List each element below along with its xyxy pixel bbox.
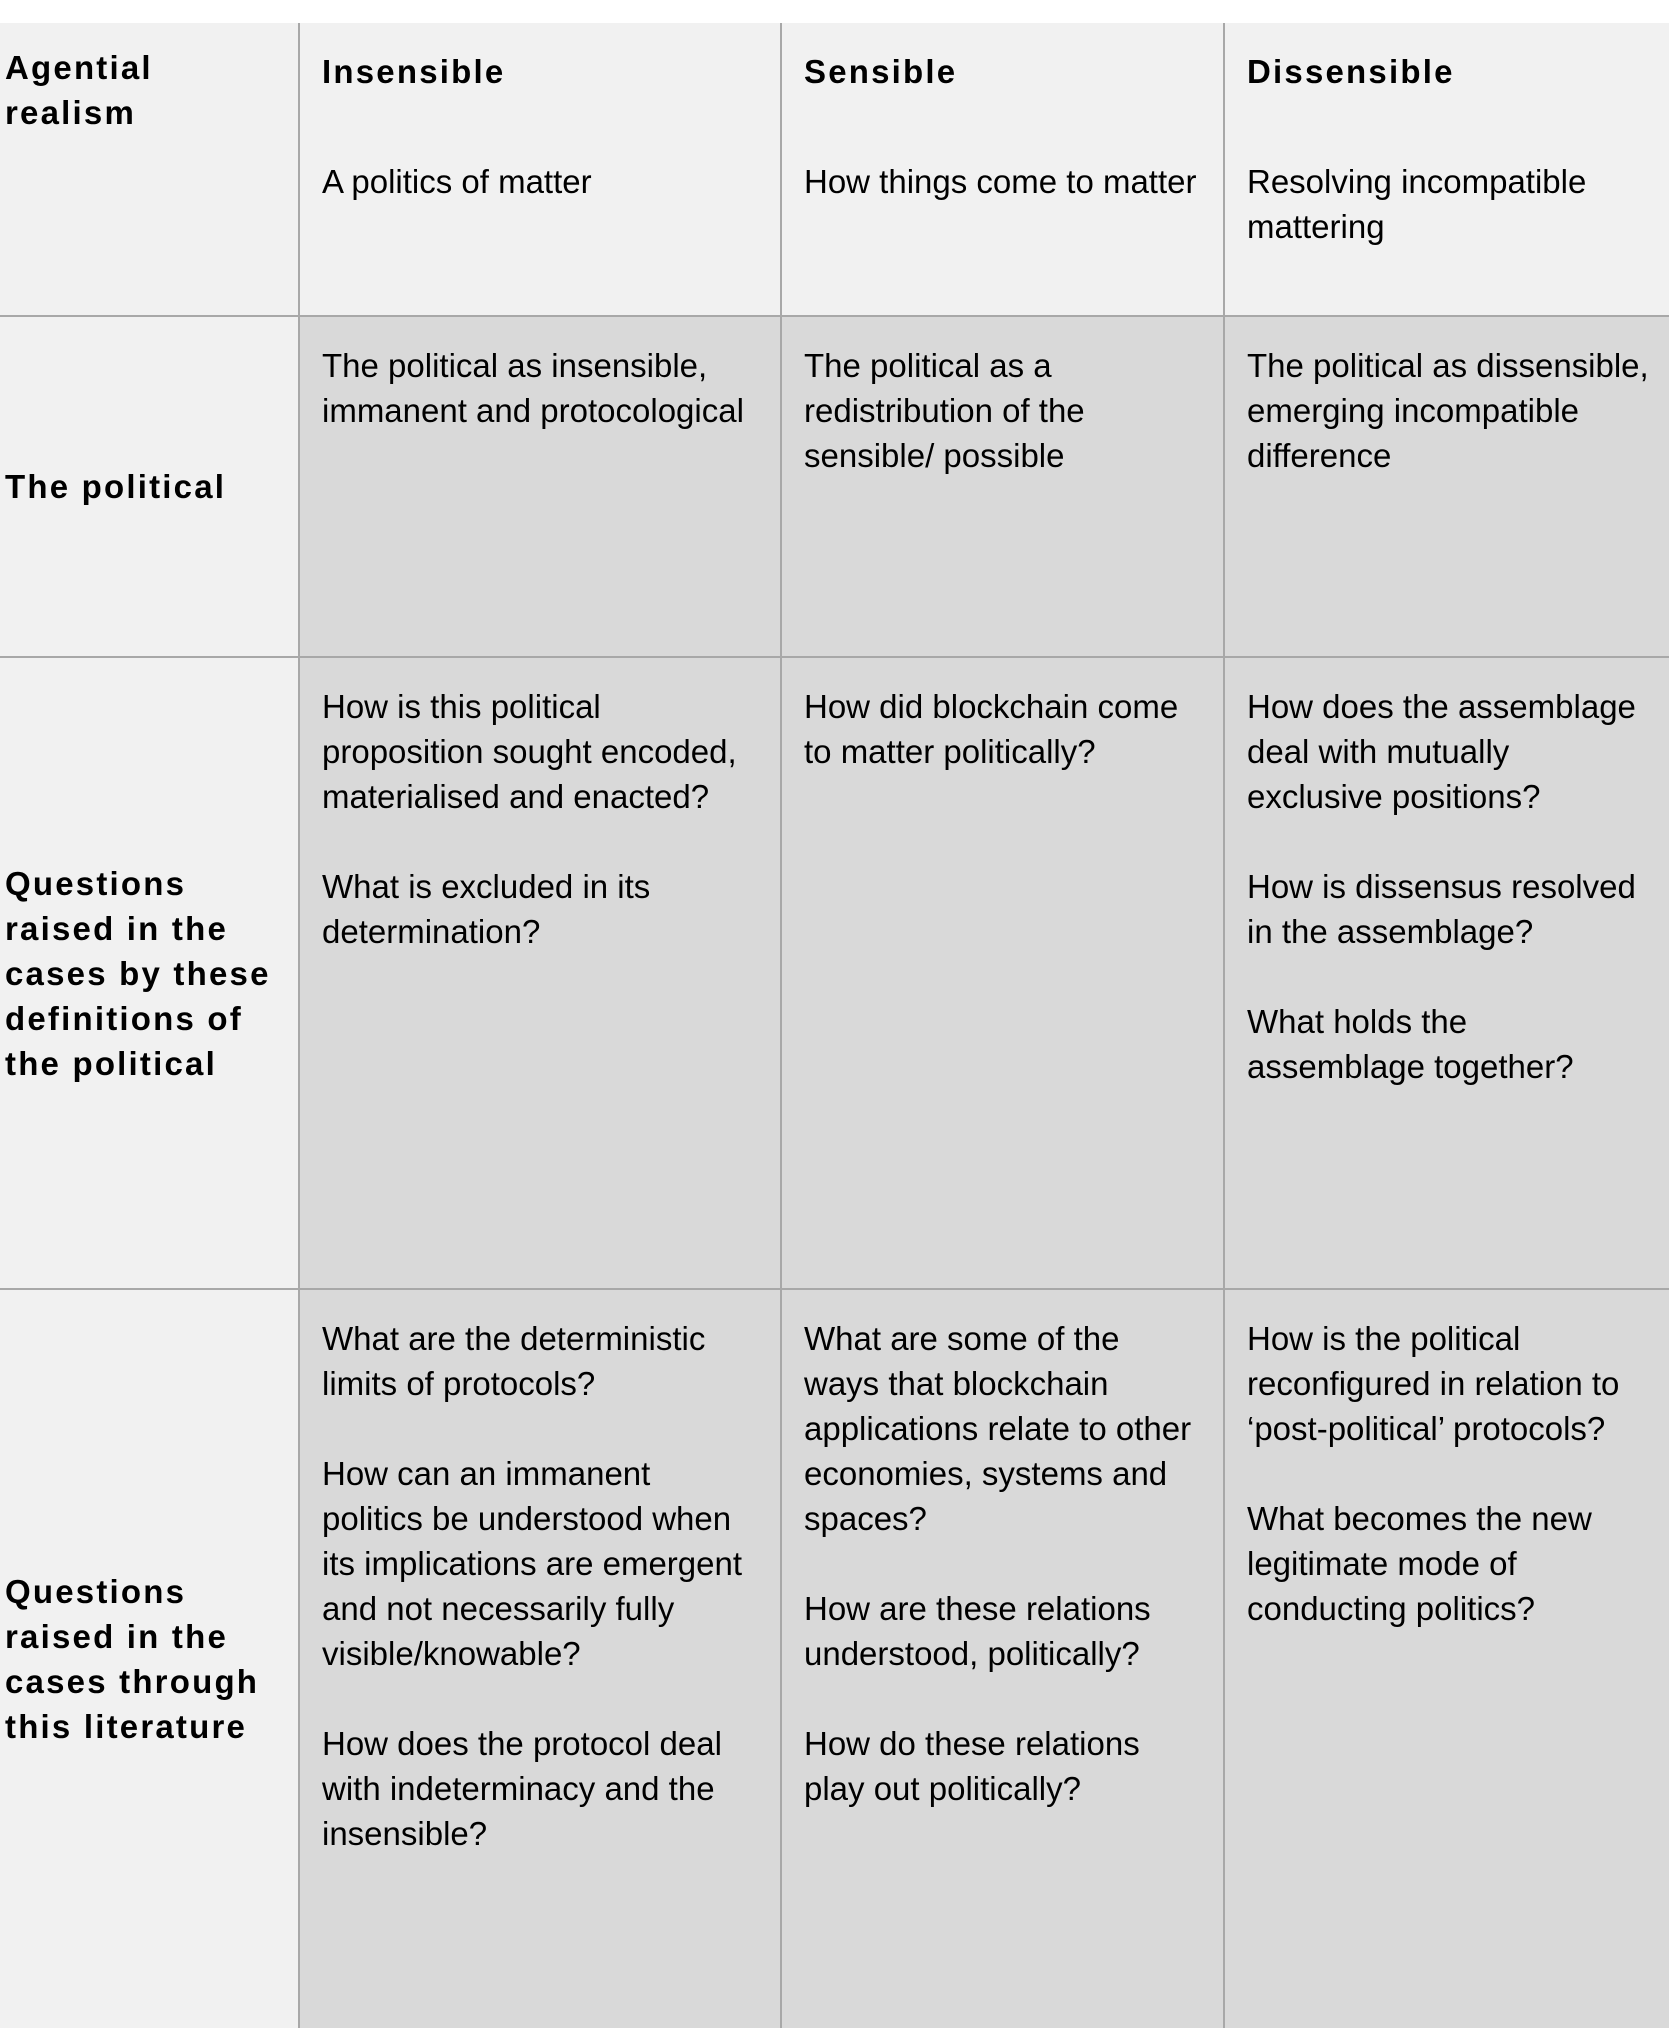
row-label: Questions raised in the cases through this literature — [5, 1573, 260, 1745]
cell-text: How can an immanent politics be understood when its implications are emergent and not necessarily fully visible/knowable? — [322, 1455, 743, 1672]
cell-text: The political as a redistribution of the sensible/ possible — [804, 347, 1085, 474]
column-title: Dissensible — [1247, 53, 1455, 90]
column-header-sensible — [782, 23, 1225, 317]
table-cell — [300, 658, 782, 1290]
cell-text: How do these relations play out politically? — [804, 1725, 1140, 1807]
table-cell — [782, 1290, 1225, 2028]
column-title: Sensible — [804, 53, 958, 90]
cell-text: The political as insensible, immanent and protocological — [322, 347, 744, 429]
column-subtitle: How things come to matter — [804, 163, 1197, 200]
table-cell — [1225, 317, 1669, 658]
table-cell — [1225, 658, 1669, 1290]
column-header-dissensible — [1225, 23, 1669, 317]
cell-text: What is excluded in its determination? — [322, 868, 651, 950]
corner-header-cell — [0, 23, 300, 317]
cell-text: The political as dissensible, emerging incompatible difference — [1247, 347, 1649, 474]
cell-text: What becomes the new legitimate mode of conducting politics? — [1247, 1500, 1592, 1627]
cell-text: How is this political proposition sought encoded, materialised and enacted? — [322, 688, 737, 815]
cell-text: How is dissensus resolved in the assemblage? — [1247, 868, 1636, 950]
corner-label: Agential realism — [5, 49, 153, 131]
table-cell — [782, 317, 1225, 658]
cell-text: How did blockchain come to matter politically? — [804, 688, 1179, 770]
agential-realism-table — [0, 23, 1669, 2028]
column-subtitle: A politics of matter — [322, 163, 592, 200]
column-subtitle: Resolving incompatible mattering — [1247, 163, 1587, 245]
table-cell — [1225, 1290, 1669, 2028]
row-label: Questions raised in the cases by these definitions of the political — [5, 864, 271, 1082]
cell-text: How does the protocol deal with indeterminacy and the insensible? — [322, 1725, 722, 1852]
column-title: Insensible — [322, 53, 506, 90]
table-cell — [300, 1290, 782, 2028]
row-header-questions-literature — [0, 1290, 300, 2028]
table-cell — [300, 317, 782, 658]
cell-text: What are the deterministic limits of protocols? — [322, 1320, 706, 1402]
row-header-questions-definitions — [0, 658, 300, 1290]
column-header-insensible — [300, 23, 782, 317]
cell-text: How is the political reconfigured in relation to ‘post-political’ protocols? — [1247, 1320, 1620, 1447]
table-cell — [782, 658, 1225, 1290]
row-label: The political — [5, 468, 227, 505]
cell-text: How does the assemblage deal with mutually exclusive positions? — [1247, 688, 1636, 815]
row-header-the-political — [0, 317, 300, 658]
cell-text: How are these relations understood, politically? — [804, 1590, 1151, 1672]
cell-text: What holds the assemblage together? — [1247, 1003, 1574, 1085]
cell-text: What are some of the ways that blockchain applications relate to other economies, systems and spaces? — [804, 1320, 1192, 1537]
